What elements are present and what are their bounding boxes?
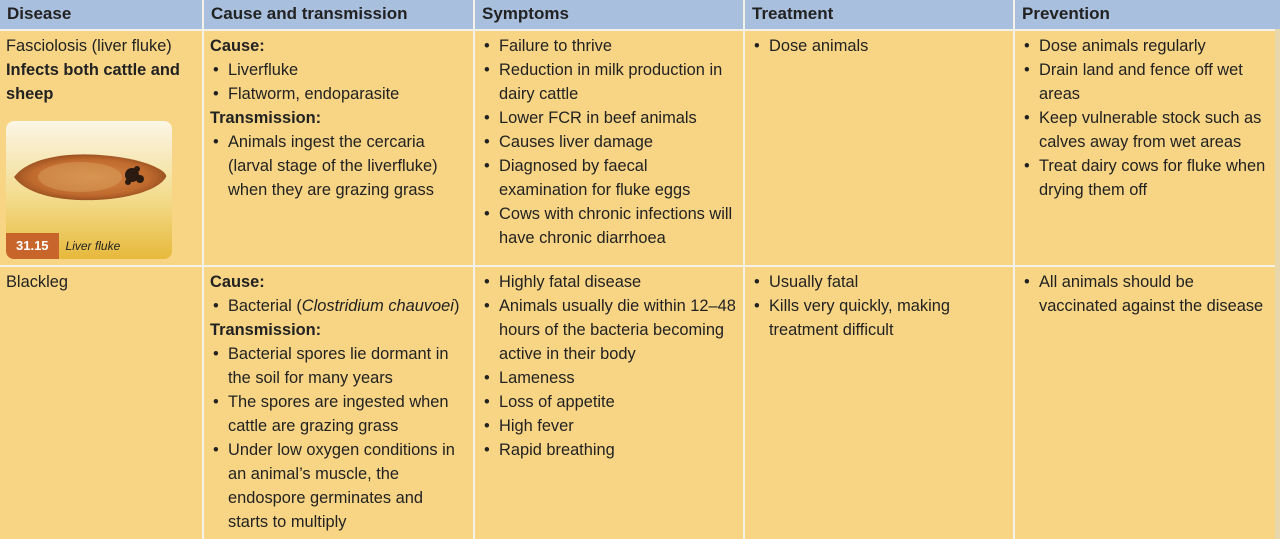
transmission-list xyxy=(210,342,467,534)
list-item xyxy=(210,294,467,318)
header-prevention: Prevention xyxy=(1015,0,1280,29)
disease-name: Blackleg xyxy=(6,273,68,291)
list-item: • Reduction in milk production in dairy cattle xyxy=(481,58,737,106)
symptoms-list xyxy=(481,34,737,250)
list-item: • Drain land and fence off wet areas xyxy=(1021,58,1274,106)
symptoms-list xyxy=(481,270,737,462)
prevention-list xyxy=(1021,270,1274,318)
figure-number: 31.15 xyxy=(6,233,59,259)
row1-disease-cell xyxy=(0,29,204,265)
header-symptoms: Symptoms xyxy=(475,0,745,29)
list-item: • Diagnosed by faecal examination for fluke eggs xyxy=(481,154,737,202)
list-item: • Dose animals regularly xyxy=(1021,34,1274,58)
list-item: • Flatworm, endoparasite xyxy=(210,82,467,106)
row2-symptoms-cell xyxy=(475,265,745,539)
row2-disease-cell xyxy=(0,265,204,539)
list-item: • Animals usually die within 12–48 hours of the bacteria becoming active in their body xyxy=(481,294,737,366)
figure-caption-text: Liver fluke xyxy=(65,239,121,253)
row1-prevention-cell xyxy=(1015,29,1280,265)
list-item: • Highly fatal disease xyxy=(481,270,737,294)
list-item: • Liverfluke xyxy=(210,58,467,82)
transmission-list xyxy=(210,130,467,202)
list-item: • Failure to thrive xyxy=(481,34,737,58)
list-item: • Lameness xyxy=(481,366,737,390)
list-item: • Cows with chronic infections will have chronic diarrhoea xyxy=(481,202,737,250)
cause-label: Cause: xyxy=(210,273,265,291)
list-item: • Causes liver damage xyxy=(481,130,737,154)
list-item: • Dose animals xyxy=(751,34,1007,58)
prevention-list xyxy=(1021,34,1274,202)
figure-caption xyxy=(6,233,172,259)
cause-list xyxy=(210,58,467,106)
list-item: • Loss of appetite xyxy=(481,390,737,414)
list-item: • Lower FCR in beef animals xyxy=(481,106,737,130)
list-item: • All animals should be vaccinated against the disease xyxy=(1021,270,1274,318)
list-item: • Animals ingest the cercaria (larval stage of the liverfluke) when they are grazing grass xyxy=(210,130,467,202)
transmission-label: Transmission: xyxy=(210,321,322,339)
list-item: • Under low oxygen conditions in an animal’s muscle, the endospore germinates and starts to multiply xyxy=(210,438,467,534)
header-cause-transmission: Cause and transmission xyxy=(204,0,475,29)
treatment-list xyxy=(751,270,1007,342)
row1-treatment-cell xyxy=(745,29,1015,265)
header-treatment: Treatment xyxy=(745,0,1015,29)
transmission-label: Transmission: xyxy=(210,109,322,127)
cause-label: Cause: xyxy=(210,37,265,55)
list-item: • Rapid breathing xyxy=(481,438,737,462)
row2-treatment-cell xyxy=(745,265,1015,539)
row1-symptoms-cell xyxy=(475,29,745,265)
list-item: • Kills very quickly, making treatment difficult xyxy=(751,294,1007,342)
list-item: • Bacterial spores lie dormant in the soil for many years xyxy=(210,342,467,390)
scrollbar-edge[interactable] xyxy=(1275,29,1280,539)
cause-suffix: ) xyxy=(453,297,460,315)
row1-cause-cell xyxy=(204,29,475,265)
row2-cause-cell xyxy=(204,265,475,539)
liver-fluke-figure xyxy=(6,121,172,259)
row2-prevention-cell xyxy=(1015,265,1280,539)
list-item: • Treat dairy cows for fluke when drying them off xyxy=(1021,154,1274,202)
disease-note: Infects both cattle and sheep xyxy=(6,61,180,103)
cause-list xyxy=(210,294,467,318)
cause-species: Clostridium chauvoei xyxy=(301,297,454,315)
treatment-list xyxy=(751,34,1007,58)
list-item: • High fever xyxy=(481,414,737,438)
liver-fluke-image xyxy=(10,147,168,203)
list-item: • Usually fatal xyxy=(751,270,1007,294)
disease-name: Fasciolosis (liver fluke) xyxy=(6,37,172,55)
cause-prefix: Bacterial ( xyxy=(228,297,302,315)
header-disease: Disease xyxy=(0,0,204,29)
list-item: • Keep vulnerable stock such as calves away from wet areas xyxy=(1021,106,1274,154)
list-item: • The spores are ingested when cattle are grazing grass xyxy=(210,390,467,438)
